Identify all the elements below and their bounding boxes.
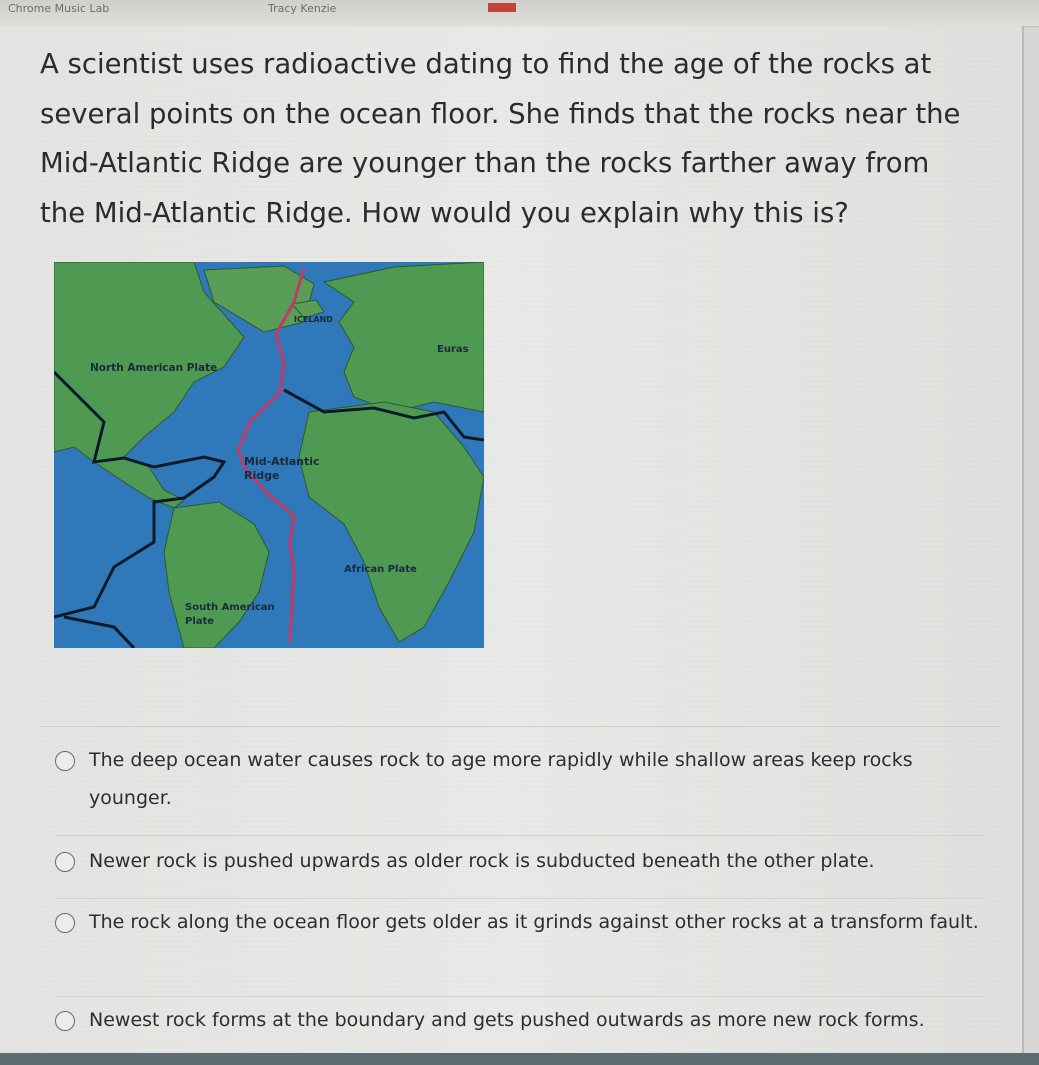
question-text: A scientist uses radioactive dating to find the age of the rocks at several points on the ocean floor. She finds that the rocks near the Mid-Atlantic Ridge are younger than the rocks farther away from the Mid-Atlantic Ridge. How would you explain why this is? <box>40 48 961 229</box>
label-ridge: Ridge <box>244 469 280 482</box>
answer-option-4-label: Newest rock forms at the boundary and gets pushed outwards as more new rock forms. <box>89 1009 925 1031</box>
plate-map-graphic <box>54 262 484 648</box>
answer-option-2[interactable] <box>55 835 985 898</box>
answer-option-3[interactable] <box>55 898 985 996</box>
label-eurasia: Euras <box>437 344 469 355</box>
flag-icon <box>488 3 516 12</box>
label-african-plate: African Plate <box>344 564 417 575</box>
window-bottom-bar <box>0 1053 1039 1065</box>
answer-option-3-label: The rock along the ocean floor gets older as it grinds against other rocks at a transform fault. <box>89 911 979 933</box>
answer-options <box>55 741 985 1039</box>
answer-option-1[interactable] <box>55 741 985 835</box>
tab-title-mid[interactable]: Tracy Kenzie <box>268 2 337 15</box>
plate-map-image <box>54 262 484 648</box>
radio-button-icon[interactable] <box>55 913 75 933</box>
radio-button-icon[interactable] <box>55 1011 75 1031</box>
label-mid-atlantic: Mid-Atlantic <box>244 455 320 468</box>
label-iceland: ICELAND <box>294 315 333 324</box>
question-page <box>0 26 1024 1056</box>
section-divider <box>40 726 1000 727</box>
radio-button-icon[interactable] <box>55 852 75 872</box>
label-plate: Plate <box>185 616 215 627</box>
browser-top-strip <box>0 0 1039 27</box>
answer-option-4[interactable] <box>55 996 985 1039</box>
label-north-american-plate: North American Plate <box>90 362 218 374</box>
label-south-american: South American <box>185 602 275 613</box>
answer-option-2-label: Newer rock is pushed upwards as older rock is subducted beneath the other plate. <box>89 850 875 872</box>
tab-title-left[interactable]: Chrome Music Lab <box>8 2 110 15</box>
radio-button-icon[interactable] <box>55 751 75 771</box>
answer-option-1-label: The deep ocean water causes rock to age more rapidly while shallow areas keep rocks younger. <box>89 749 913 809</box>
